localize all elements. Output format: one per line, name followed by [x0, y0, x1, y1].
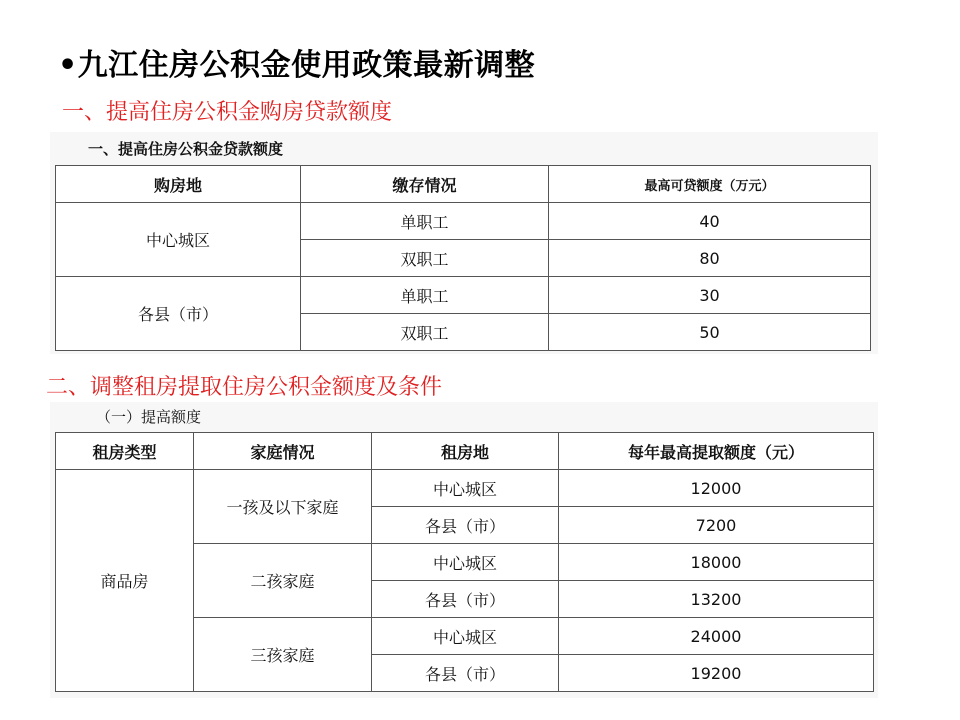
status-cell: 单职工	[301, 277, 549, 314]
rent-place-cell: 各县（市）	[372, 581, 559, 618]
family-cell: 一孩及以下家庭	[194, 470, 372, 544]
column-header-max-loan: 最高可贷额度（万元）	[549, 166, 871, 203]
place-cell: 各县（市）	[56, 277, 301, 351]
table-row	[56, 203, 871, 240]
rent-withdrawal-table	[55, 432, 874, 692]
amount-cell: 40	[549, 203, 871, 240]
amount-cell: 80	[549, 240, 871, 277]
amount-cell: 19200	[559, 655, 874, 692]
amount-cell: 30	[549, 277, 871, 314]
section1-heading: 一、提高住房公积金购房贷款额度	[62, 100, 393, 125]
section2-heading: 二、调整租房提取住房公积金额度及条件	[46, 375, 443, 400]
section1-table-title: 一、提高住房公积金贷款额度	[88, 140, 284, 158]
rent-place-cell: 中心城区	[372, 470, 559, 507]
family-cell: 二孩家庭	[194, 544, 372, 618]
rent-place-cell: 中心城区	[372, 544, 559, 581]
status-cell: 单职工	[301, 203, 549, 240]
family-cell: 三孩家庭	[194, 618, 372, 692]
column-header-max-withdrawal: 每年最高提取额度（元）	[559, 433, 874, 470]
rent-place-cell: 各县（市）	[372, 507, 559, 544]
column-header-family: 家庭情况	[194, 433, 372, 470]
column-header-rent-type: 租房类型	[56, 433, 194, 470]
amount-cell: 50	[549, 314, 871, 351]
table-row	[56, 277, 871, 314]
loan-limit-table	[55, 165, 871, 351]
status-cell: 双职工	[301, 240, 549, 277]
amount-cell: 13200	[559, 581, 874, 618]
column-header-place: 购房地	[56, 166, 301, 203]
rent-type-cell: 商品房	[56, 470, 194, 692]
rent-place-cell: 各县（市）	[372, 655, 559, 692]
table-header-row	[56, 433, 874, 470]
section2-subheading: （一）提高额度	[96, 408, 202, 426]
amount-cell: 18000	[559, 544, 874, 581]
amount-cell: 12000	[559, 470, 874, 507]
amount-cell: 24000	[559, 618, 874, 655]
table-row	[56, 470, 874, 507]
rent-place-cell: 中心城区	[372, 618, 559, 655]
column-header-status: 缴存情况	[301, 166, 549, 203]
amount-cell: 7200	[559, 507, 874, 544]
place-cell: 中心城区	[56, 203, 301, 277]
status-cell: 双职工	[301, 314, 549, 351]
column-header-rent-place: 租房地	[372, 433, 559, 470]
table-header-row	[56, 166, 871, 203]
page-title: •九江住房公积金使用政策最新调整	[58, 48, 536, 83]
